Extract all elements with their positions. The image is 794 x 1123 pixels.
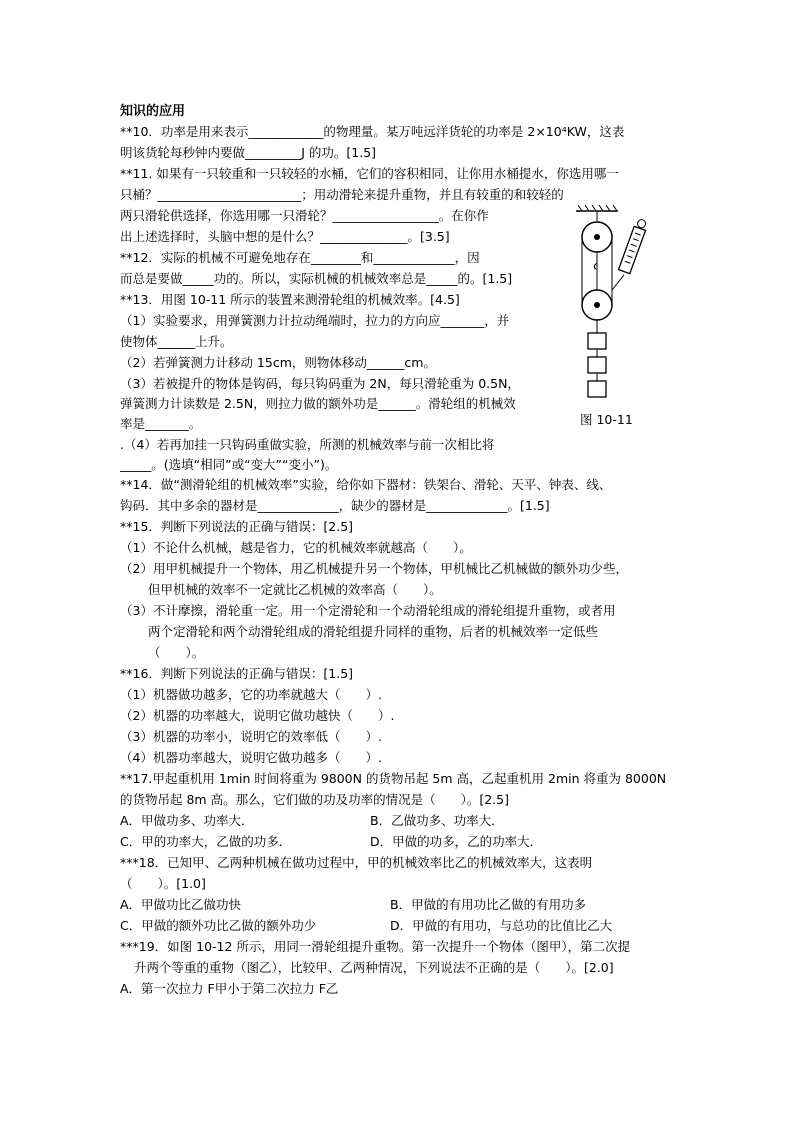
text-line: 两个定滑轮和两个动滑轮组成的滑轮组提升同样的重物，后者的机械效率一定低些 [148,624,599,639]
text-line: 的货物吊起 8m 高。那么，它们做的功及功率的情况是（ ）。[2.5] [120,792,509,807]
option-b: B．乙做功多、功率大． [370,813,504,828]
text-line: **11. 如果有一只较重和一只较轻的水桶，它们的容积相同，让你用水桶提水，你选用哪一 [120,166,619,181]
text-line: 升两个等重的重物（图乙），比较甲、乙两种情况，下列说法不正确的是（ ）。[2.0] [134,960,614,975]
figure-caption: 图 10-11 [580,412,633,427]
option-a: A．甲做功多、功率大． [120,813,254,828]
text-line: **14．做“测滑轮组的机械效率”实验，给你如下器材：铁架台、滑轮、天平、钟表、线、 [120,477,612,492]
text-line: （ ）。 [148,645,205,660]
text-line: 使物体______上升。 [120,334,233,349]
option-d: D．甲做的有用功，与总功的比值比乙大 [390,918,613,933]
option-d: D．甲做的功多，乙的功率大． [370,834,543,849]
text-line: **15．判断下列说法的正确与错误：[2.5] [120,519,354,534]
text-line: 只桶？_______________________；用动滑轮来提升重物，并且有较重的和较轻的 [120,187,564,202]
text-line: （1）机器做功越多，它的功率就越大（ ）. [120,687,382,702]
text-line: 而总是要做_____功的。所以，实际机械的机械效率总是_____的。[1.5] [120,271,513,286]
text-line: .（4）若再加挂一只钩码重做实验，所测的机械效率与前一次相比将 [120,437,495,452]
text-line: （2）若弹簧测力计移动 15cm，则物体移动______cm。 [120,355,436,370]
text-line: 弹簧测力计读数是 2.5N，则拉力做的额外功是______。滑轮组的机械效 [120,396,516,411]
text-line: 但甲机械的效率不一定就比乙机械的效率高（ ）。 [148,582,442,597]
text-line: ***19．如图 10-12 所示，用同一滑轮组提升重物。第一次提升一个物体（图甲），第二次提 [120,939,631,954]
text-line: A．第一次拉力 F甲小于第二次拉力 F乙 [120,981,339,996]
text-line: 明该货轮每秒钟内要做_________J 的功。[1.5] [120,145,377,160]
option-c: C．甲的功率大，乙做的功多． [120,834,292,849]
text-line: （4）机器功率越大，说明它做功越多（ ）. [120,750,382,765]
text-line: **17.甲起重机用 1min 时间将重为 9800N 的货物吊起 5m 高，乙起重机用 2min 将重为 8000N [120,771,667,786]
text-line: （2）用甲机械提升一个物体，用乙机械提升另一个物体，甲机械比乙机械做的额外功少些， [120,561,628,576]
text-line: 率是_______。 [120,416,202,431]
text-line: （2）机器的功率越大，说明它做功越快（ ）. [120,708,395,723]
text-line: 两只滑轮供选择，你选用哪一只滑轮？_________________。在你作 [120,208,489,223]
pulley-figure [572,205,672,430]
text-line: **12．实际的机械不可避免地存在________和_____________，因 [120,250,480,265]
option-c: C．甲做的额外功比乙做的额外功少 [120,918,317,933]
text-line: （1）不论什么机械，越是省力，它的机械效率就越高（ ）。 [120,540,472,555]
text-line: ***18．已知甲、乙两种机械在做功过程中，甲的机械效率比乙的机械效率大，这表明 [120,855,593,870]
option-b: B．甲做的有用功比乙做的有用功多 [390,897,587,912]
text-line: 钩码．其中多余的器材是_____________，缺少的器材是_____________。[1.5] [120,498,550,513]
section-title: 知识的应用 [120,104,186,119]
text-line: （3）不计摩擦，滑轮重一定。用一个定滑轮和一个动滑轮组成的滑轮组提升重物，或者用 [120,603,616,618]
text-line: （1）实验要求，用弹簧测力计拉动绳端时，拉力的方向应_______，并 [120,313,510,328]
text-line: 出上述选择时，头脑中想的是什么？______________。[3.5] [120,229,450,244]
text-line: _____。(选填“相同”或“变大”“变小”)。 [120,457,338,472]
text-line: （3）机器的功率小，说明它的效率低（ ）. [120,729,382,744]
text-line: **10．功率是用来表示____________的物理量。某万吨远洋货轮的功率是 2×10⁴KW，这表 [120,124,625,139]
text-line: **13．用图 10-11 所示的装置来测滑轮组的机械效率。[4.5] [120,292,460,307]
option-a: A．甲做功比乙做功快 [120,897,242,912]
text-line: （ ）。[1.0] [120,876,206,891]
text-line: **16．判断下列说法的正确与错误：[1.5] [120,666,354,681]
text-line: （3）若被提升的物体是钩码，每只钩码重为 2N，每只滑轮重为 0.5N， [120,376,520,391]
